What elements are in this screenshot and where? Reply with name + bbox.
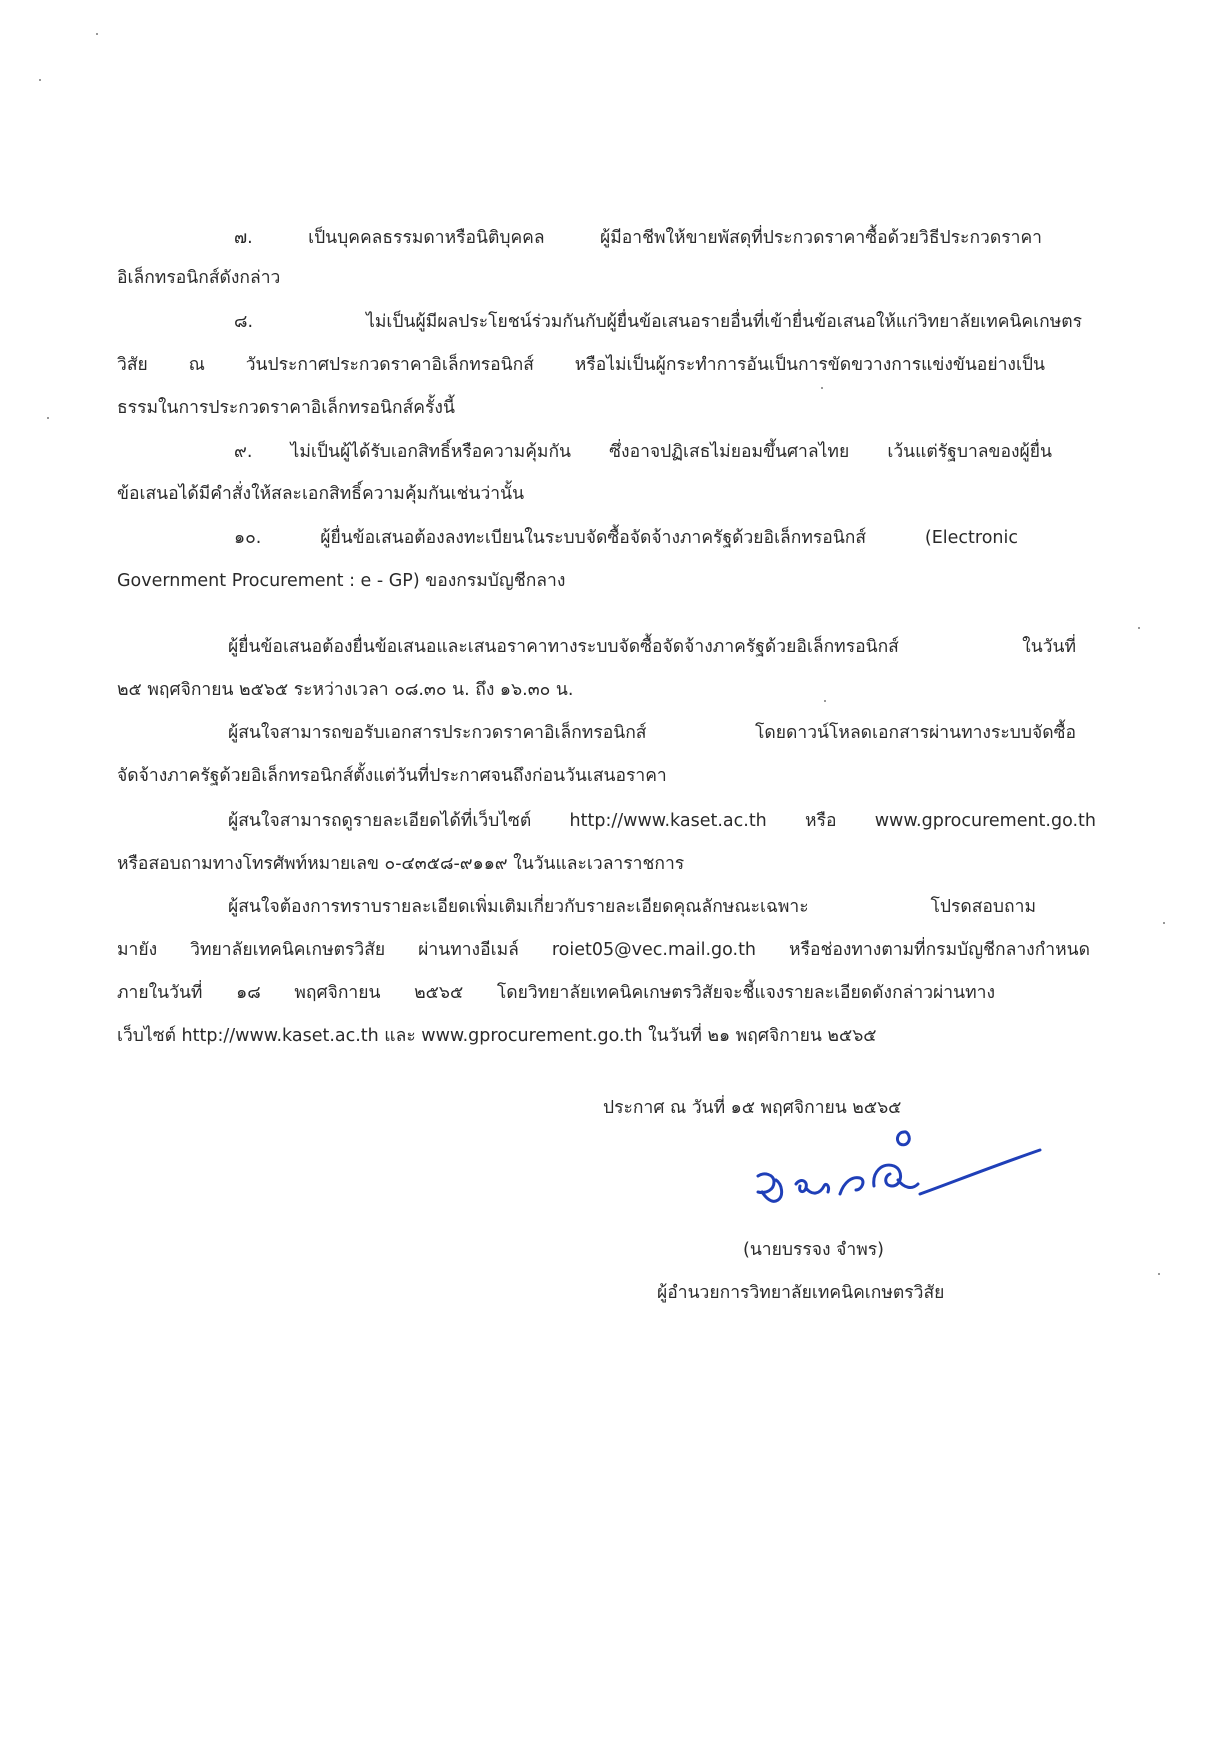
para-download-line-2: จัดจ้างภาครัฐด้วยอิเล็กทรอนิกส์ตั้งแต่วันที่ประกาศจนถึงก่อนวันเสนอราคา (117, 766, 667, 786)
scan-speck (1138, 627, 1140, 629)
item-8-line-2: วิสัย ณ วันประกาศประกวดราคาอิเล็กทรอนิกส์ หรือไม่เป็นผู้กระทำการอันเป็นการขัดขวางการแข่งขันอย่างเป็น (117, 355, 1045, 375)
item-10-line-2: Government Procurement : e - GP) ของกรมบัญชีกลาง (117, 571, 566, 591)
signer-title: ผู้อำนวยการวิทยาลัยเทคนิคเกษตรวิสัย (657, 1283, 945, 1303)
para-submission-line-2: ๒๕ พฤศจิกายน ๒๕๖๕ ระหว่างเวลา ๐๘.๓๐ น. ถึง ๑๖.๓๐ น. (117, 680, 574, 700)
item-7-line-1: ๗. เป็นบุคคลธรรมดาหรือนิติบุคคล ผู้มีอาชีพให้ขายพัสดุที่ประกวดราคาซื้อด้วยวิธีประกวดราคา (234, 228, 1042, 248)
para-website-line-1: ผู้สนใจสามารถดูรายละเอียดได้ที่เว็บไซต์ http://www.kaset.ac.th หรือ www.gprocurement.go.th (228, 811, 1096, 831)
para-download-line-1: ผู้สนใจสามารถขอรับเอกสารประกวดราคาอิเล็กทรอนิกส์ โดยดาวน์โหลดเอกสารผ่านทางระบบจัดซื้อ (228, 723, 1076, 743)
para-inquiry-line-1: ผู้สนใจต้องการทราบรายละเอียดเพิ่มเติมเกี่ยวกับรายละเอียดคุณลักษณะเฉพาะ โปรดสอบถาม (228, 897, 1036, 917)
item-10-line-1: ๑๐. ผู้ยื่นข้อเสนอต้องลงทะเบียนในระบบจัดซื้อจัดจ้างภาครัฐด้วยอิเล็กทรอนิกส์ (Electronic (234, 528, 1018, 548)
scan-speck (47, 417, 49, 419)
para-inquiry-line-2: มายัง วิทยาลัยเทคนิคเกษตรวิสัย ผ่านทางอีเมล์ roiet05@vec.mail.go.th หรือช่องทางตามที่กรมบัญชีกลางกำหนด (117, 940, 1090, 960)
item-7-line-2: อิเล็กทรอนิกส์ดังกล่าว (117, 268, 281, 288)
scan-speck (824, 700, 826, 702)
para-website-line-2: หรือสอบถามทางโทรศัพท์หมายเลข ๐-๔๓๕๘-๙๑๑๙ ในวันและเวลาราชการ (117, 854, 685, 874)
scan-speck (96, 33, 98, 35)
para-inquiry-line-3: ภายในวันที่ ๑๘ พฤศจิกายน ๒๕๖๕ โดยวิทยาลัยเทคนิคเกษตรวิสัยจะชี้แจงรายละเอียดดังกล่าวผ่านทาง (117, 983, 995, 1003)
item-9-line-2: ข้อเสนอได้มีคำสั่งให้สละเอกสิทธิ์ความคุ้มกันเช่นว่านั้น (117, 484, 525, 504)
item-8-line-3: ธรรมในการประกวดราคาอิเล็กทรอนิกส์ครั้งนี้ (117, 398, 455, 418)
para-submission-line-1: ผู้ยื่นข้อเสนอต้องยื่นข้อเสนอและเสนอราคาทางระบบจัดซื้อจัดจ้างภาครัฐด้วยอิเล็กทรอนิกส์ ในวันที่ (228, 637, 1076, 657)
scan-speck (39, 79, 41, 81)
scan-speck (1163, 922, 1165, 924)
para-inquiry-line-4: เว็บไซต์ http://www.kaset.ac.th และ www.gprocurement.go.th ในวันที่ ๒๑ พฤศจิกายน ๒๕๖๕ (117, 1026, 877, 1046)
scan-speck (821, 387, 823, 389)
scan-speck (1158, 1273, 1160, 1275)
item-9-line-1: ๙. ไม่เป็นผู้ได้รับเอกสิทธิ์หรือความคุ้มกัน ซึ่งอาจปฏิเสธไม่ยอมขึ้นศาลไทย เว้นแต่รัฐบาลของผู้ยื่น (234, 442, 1052, 462)
signature-image (748, 1128, 1048, 1228)
announcement-date: ประกาศ ณ วันที่ ๑๕ พฤศจิกายน ๒๕๖๕ (603, 1098, 902, 1118)
item-8-line-1: ๘. ไม่เป็นผู้มีผลประโยชน์ร่วมกันกับผู้ยื่นข้อเสนอรายอื่นที่เข้ายื่นข้อเสนอให้แก่วิทยาลัยเทคนิคเกษตร (234, 312, 1082, 332)
signer-name: (นายบรรจง จำพร) (743, 1240, 884, 1260)
